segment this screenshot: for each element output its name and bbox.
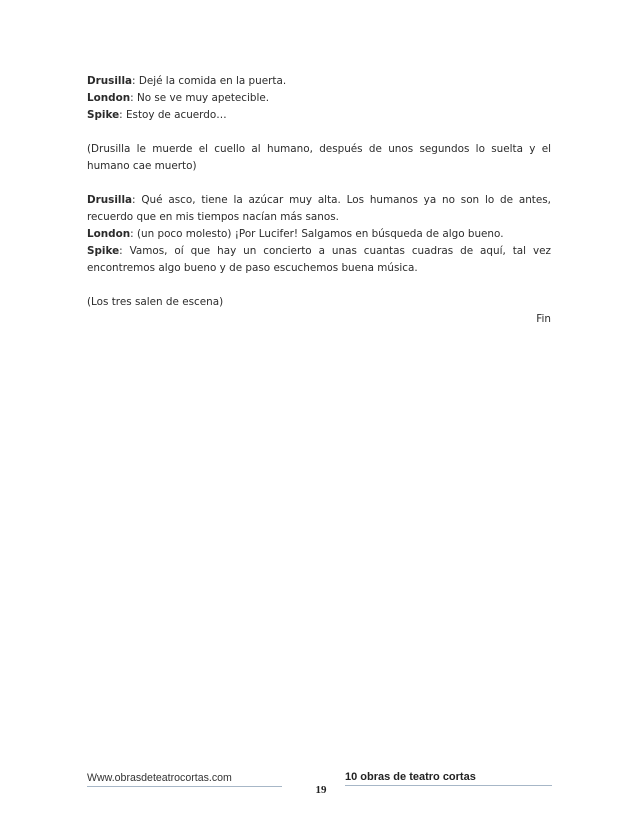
speaker-name: London — [87, 228, 131, 240]
speaker-name: Drusilla — [87, 194, 133, 206]
dialogue-text: : Dejé la comida en la puerta. — [132, 75, 287, 87]
dialogue-line — [87, 73, 551, 90]
stage-direction: (Los tres salen de escena) — [87, 296, 224, 308]
script-body — [87, 73, 551, 328]
speaker-name: London — [87, 92, 131, 104]
dialogue-text: : Estoy de acuerdo… — [119, 109, 227, 121]
speaker-name: Drusilla — [87, 75, 133, 87]
dialogue-text: : No se ve muy apetecible. — [130, 92, 270, 104]
dialogue-line — [87, 107, 551, 124]
dialogue-line — [87, 243, 551, 277]
end-marker: Fin — [536, 313, 551, 325]
dialogue-text: : Vamos, oí que hay un concierto a unas cuantas cuadras de aquí, tal vez encontremos algo bueno y de paso escuchemos buena música. — [87, 245, 551, 274]
dialogue-text: : (un poco molesto) ¡Por Lucifer! Salgamos en búsqueda de algo bueno. — [130, 228, 504, 240]
footer-book-title: 10 obras de teatro cortas — [345, 771, 552, 786]
speaker-name: Spike — [87, 109, 120, 121]
dialogue-line — [87, 192, 551, 226]
footer-website: Www.obrasdeteatrocortas.com — [87, 772, 282, 787]
stage-direction: (Drusilla le muerde el cuello al humano, después de unos segundos lo suelta y el humano cae muerto) — [87, 143, 551, 172]
page-number: 19 — [315, 784, 327, 796]
dialogue-line — [87, 226, 551, 243]
dialogue-text: : Qué asco, tiene la azúcar muy alta. Los humanos ya no son lo de antes, recuerdo que en mis tiempos nacían más sanos. — [87, 194, 551, 223]
speaker-name: Spike — [87, 245, 120, 257]
dialogue-line — [87, 90, 551, 107]
